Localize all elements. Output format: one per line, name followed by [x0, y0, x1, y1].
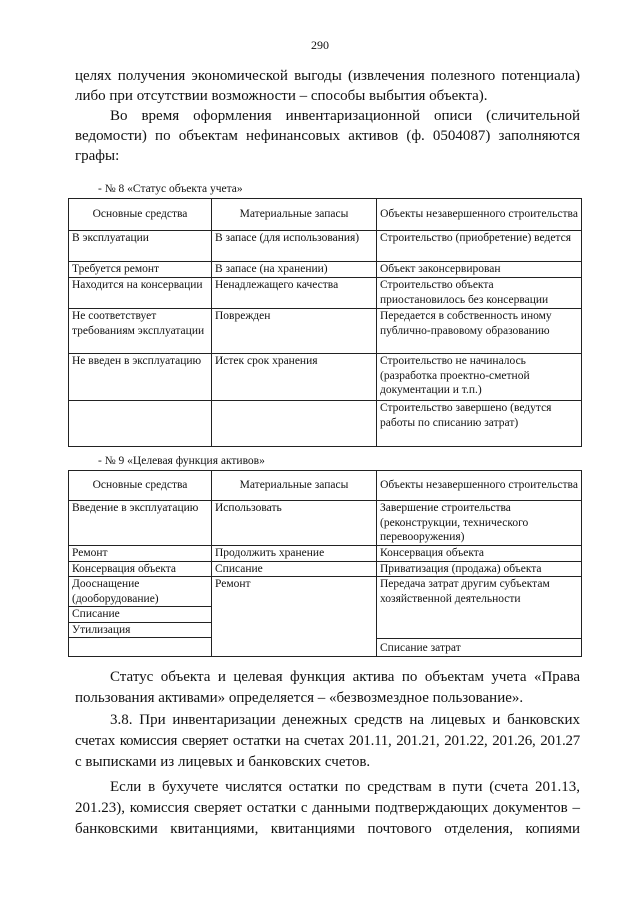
table-row	[69, 561, 582, 577]
intro-paragraph	[75, 66, 580, 166]
table-cell: Поврежден	[212, 309, 377, 354]
text-line: Если в бухучете числятся остатки по средствам в пути (счета 201.13,	[110, 779, 580, 795]
table-cell: Ненадлежащего качества	[212, 278, 377, 309]
text-line: с выписками из лицевых и банковских счетов.	[75, 754, 371, 770]
text-line: Статус объекта и целевая функция актива по объектам учета «Права	[110, 669, 580, 685]
cell-line: Дооснащение (дооборудование)	[69, 577, 211, 607]
outro-paragraph	[75, 667, 580, 840]
table-cell: Завершение строительства (реконструкции, технического перевооружения)	[377, 501, 582, 546]
table-row	[69, 309, 582, 354]
text-line: целях получения экономической выгоды (извлечения полезного потенциала)	[75, 68, 580, 84]
text-line: счетах комиссия сверяет остатки на счетах 201.11, 201.21, 201.22, 201.26, 201.27	[75, 733, 580, 749]
table-cell: В эксплуатации	[69, 231, 212, 262]
table-row	[69, 278, 582, 309]
table-cell: Не введен в эксплуатацию	[69, 354, 212, 401]
text-line: 201.23), комиссия сверяет остатки с данными подтверждающих документов –	[75, 800, 580, 816]
table-row	[69, 354, 582, 401]
table-row	[69, 546, 582, 562]
table-cell	[377, 577, 582, 657]
table-cell: Передается в собственность иному публично-правовому образованию	[377, 309, 582, 354]
table-cell: Объект законсервирован	[377, 262, 582, 278]
table-cell: Находится на консервации	[69, 278, 212, 309]
table-cell	[69, 401, 212, 447]
page-number: 290	[311, 38, 329, 52]
table-cell: В запасе (для использования)	[212, 231, 377, 262]
cell-line: Утилизация	[69, 623, 211, 639]
header-cell: Материальные запасы	[212, 471, 377, 501]
table-cell: Ремонт	[69, 546, 212, 562]
status-table	[68, 198, 582, 447]
table8-caption: - № 8 «Статус объекта учета»	[98, 183, 243, 195]
table-row	[69, 262, 582, 278]
header-cell: Объекты незавершенного строительства	[377, 471, 582, 501]
table-cell: В запасе (на хранении)	[212, 262, 377, 278]
text-line: либо при отсутствии возможности – способы выбытия объекта).	[75, 88, 488, 104]
table-cell: Строительство не начиналось (разработка проектно-сметной документации и т.п.)	[377, 354, 582, 401]
table-cell: Списание	[212, 561, 377, 577]
table-cell: Приватизация (продажа) объекта	[377, 561, 582, 577]
table-cell: Продолжить хранение	[212, 546, 377, 562]
text-line: банковскими квитанциями, квитанциями почтового отделения, копиями	[75, 821, 580, 837]
text-line: Во время оформления инвентаризационной описи (сличительной	[110, 108, 580, 124]
table-cell: Строительство объекта приостановилось без консервации	[377, 278, 582, 309]
table9-caption: - № 9 «Целевая функция активов»	[98, 455, 265, 467]
table-cell: Консервация объекта	[377, 546, 582, 562]
table-row	[69, 501, 582, 546]
table-cell: Требуется ремонт	[69, 262, 212, 278]
table-row	[69, 231, 582, 262]
table-cell: Консервация объекта	[69, 561, 212, 577]
table-cell: Строительство завершено (ведутся работы по списанию затрат)	[377, 401, 582, 447]
cell-line: Передача затрат другим субъектам хозяйственной деятельности	[377, 577, 581, 639]
table-cell	[212, 577, 377, 657]
text-line: графы:	[75, 148, 120, 164]
table-cell	[69, 577, 212, 657]
header-cell: Основные средства	[69, 471, 212, 501]
text-line: ведомости) по объектам нефинансовых активов (ф. 0504087) заполняются	[75, 128, 580, 144]
table-cell	[212, 401, 377, 447]
function-table	[68, 470, 582, 657]
cell-line: Списание затрат	[380, 642, 461, 654]
table-cell: Введение в эксплуатацию	[69, 501, 212, 546]
table-cell: Строительство (приобретение) ведется	[377, 231, 582, 262]
cell-line: Ремонт	[215, 578, 251, 590]
table-row	[69, 577, 582, 657]
cell-spacer	[72, 638, 208, 653]
table-cell: Не соответствует требованиям эксплуатации	[69, 309, 212, 354]
text-line: пользования активами» определяется – «безвозмездное пользование».	[75, 690, 524, 706]
table-row	[69, 401, 582, 447]
text-line: 3.8. При инвентаризации денежных средств на лицевых и банковских	[110, 712, 580, 728]
header-cell: Материальные запасы	[212, 199, 377, 231]
cell-line: Списание	[69, 607, 211, 623]
header-cell: Объекты незавершенного строительства	[377, 199, 582, 231]
header-cell: Основные средства	[69, 199, 212, 231]
table-cell: Использовать	[212, 501, 377, 546]
table-cell: Истек срок хранения	[212, 354, 377, 401]
